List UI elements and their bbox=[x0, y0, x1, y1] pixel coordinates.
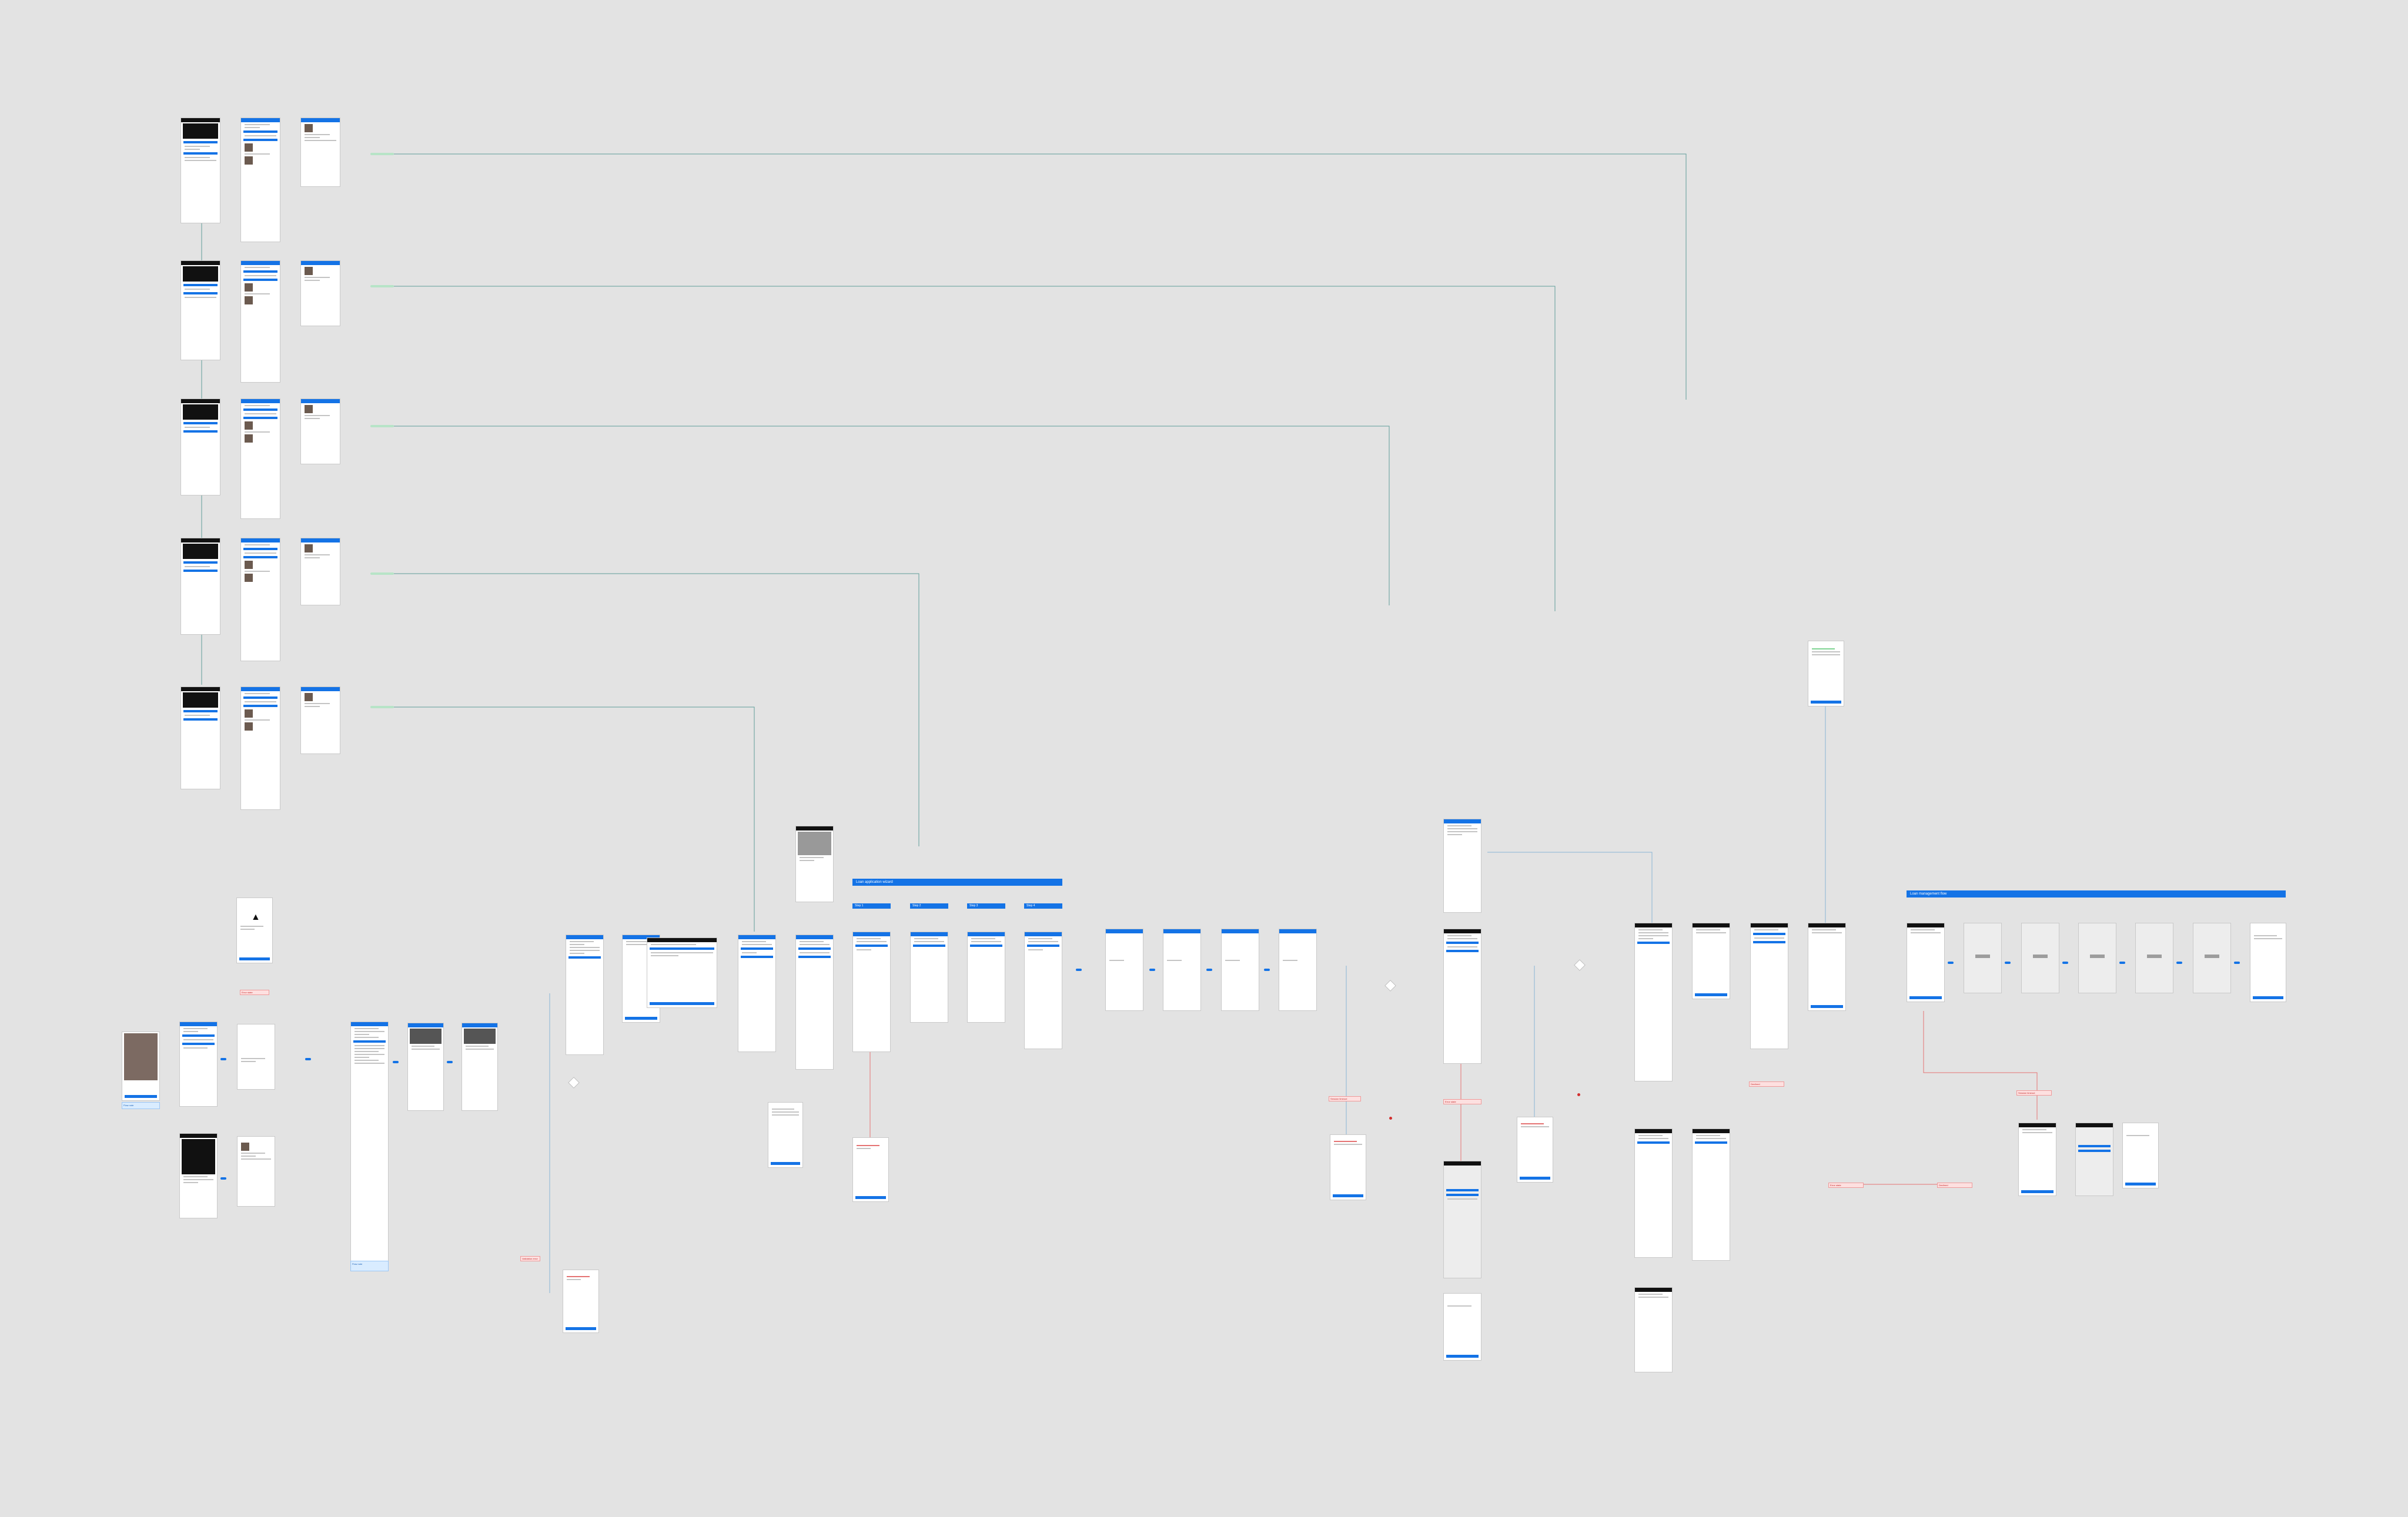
mobile-screen bbox=[180, 398, 220, 495]
error-note: Validation error bbox=[520, 1256, 540, 1261]
wizard-screen bbox=[1024, 932, 1062, 1049]
error-note: Error state bbox=[1828, 1183, 1864, 1188]
modal-screen bbox=[2075, 1123, 2113, 1196]
mobile-screen bbox=[1808, 641, 1844, 706]
mobile-screen bbox=[240, 538, 280, 661]
step-title: Step 1 bbox=[852, 903, 891, 909]
mobile-screen bbox=[240, 398, 280, 519]
flow-arrow bbox=[1264, 969, 1270, 971]
mobile-screen bbox=[180, 260, 220, 360]
mobile-screen bbox=[240, 118, 280, 242]
flow-arrow bbox=[305, 1058, 311, 1060]
mobile-screen bbox=[237, 1136, 275, 1207]
wizard-screen bbox=[910, 932, 948, 1023]
section-banner: Loan management flow bbox=[1907, 890, 2286, 898]
loading-screen bbox=[2078, 923, 2116, 993]
error-note: Error state bbox=[240, 990, 269, 995]
loan-screen bbox=[1634, 923, 1673, 1081]
status-dot bbox=[1389, 1117, 1392, 1120]
flow-note: Flow note bbox=[122, 1102, 160, 1109]
mobile-screen bbox=[240, 260, 280, 383]
mobile-screen bbox=[461, 1023, 498, 1111]
flow-arrow bbox=[2005, 962, 2011, 964]
step-title: Step 3 bbox=[967, 903, 1005, 909]
connector-line bbox=[370, 286, 1555, 611]
mobile-screen bbox=[795, 935, 834, 1070]
loading-screen bbox=[2021, 923, 2059, 993]
loan-screen bbox=[1692, 923, 1730, 999]
loan-screen bbox=[1634, 1128, 1673, 1258]
mobile-screen bbox=[1443, 1293, 1481, 1361]
connector-tag bbox=[370, 285, 394, 287]
connector-line bbox=[1924, 1011, 2037, 1120]
alert-screen bbox=[236, 898, 273, 963]
flow-arrow bbox=[220, 1177, 226, 1180]
flow-arrow bbox=[220, 1058, 226, 1060]
mobile-screen bbox=[300, 538, 340, 605]
step-title: Step 4 bbox=[1024, 903, 1062, 909]
loading-screen bbox=[1105, 929, 1143, 1011]
mobile-screen bbox=[2122, 1123, 2159, 1188]
mobile-screen bbox=[407, 1023, 444, 1111]
error-screen bbox=[563, 1270, 599, 1333]
dashboard-screen bbox=[647, 937, 717, 1008]
mobile-screen bbox=[300, 118, 340, 187]
error-screen bbox=[1330, 1134, 1366, 1200]
mobile-screen bbox=[180, 686, 220, 789]
mobile-screen bbox=[1443, 819, 1481, 913]
status-dot bbox=[1577, 1093, 1580, 1096]
flow-arrow bbox=[1206, 969, 1212, 971]
mobile-screen bbox=[300, 260, 340, 326]
flow-arrow bbox=[2234, 962, 2240, 964]
mobile-screen bbox=[180, 538, 220, 635]
loading-screen bbox=[1163, 929, 1201, 1011]
mobile-screen bbox=[566, 935, 604, 1055]
wizard-screen bbox=[967, 932, 1005, 1023]
connector-tag bbox=[370, 572, 394, 575]
flow-arrow bbox=[2062, 962, 2068, 964]
loading-screen bbox=[1279, 929, 1317, 1011]
error-note: Session timeout bbox=[1329, 1096, 1361, 1101]
error-note: Error state bbox=[1443, 1099, 1481, 1104]
error-note: Session timeout bbox=[2016, 1090, 2052, 1096]
mobile-screen bbox=[300, 398, 340, 464]
step-title: Step 2 bbox=[910, 903, 948, 909]
terms-screen bbox=[350, 1022, 389, 1268]
loan-screen bbox=[2018, 1123, 2056, 1196]
loan-screen bbox=[1907, 923, 1945, 1002]
section-banner: Loan application wizard bbox=[852, 879, 1062, 886]
flow-arrow bbox=[1948, 962, 1954, 964]
loading-screen bbox=[2135, 923, 2173, 993]
flow-arrow bbox=[393, 1061, 399, 1063]
mobile-screen bbox=[237, 1024, 275, 1090]
welcome-screen bbox=[122, 1032, 160, 1101]
flow-arrow bbox=[2176, 962, 2182, 964]
error-note: Declined bbox=[1749, 1081, 1784, 1087]
connector-tag bbox=[370, 153, 394, 155]
wizard-screen bbox=[852, 932, 891, 1052]
loading-screen bbox=[2193, 923, 2231, 993]
flow-arrow bbox=[447, 1061, 453, 1063]
mobile-screen bbox=[180, 118, 220, 223]
loan-screen bbox=[1692, 1128, 1730, 1261]
mobile-screen bbox=[179, 1022, 218, 1107]
error-screen bbox=[1517, 1117, 1553, 1183]
loan-screen bbox=[1634, 1287, 1673, 1372]
flow-arrow bbox=[2119, 962, 2125, 964]
error-screen bbox=[852, 1137, 889, 1202]
loan-screen bbox=[1750, 923, 1788, 1049]
mobile-screen bbox=[240, 686, 280, 810]
connector-line bbox=[1487, 852, 1652, 923]
loan-screen bbox=[1808, 923, 1846, 1011]
error-note: Declined bbox=[1937, 1183, 1972, 1188]
loading-screen bbox=[1221, 929, 1259, 1011]
flow-arrow bbox=[1076, 969, 1082, 971]
loading-screen bbox=[1964, 923, 2002, 993]
connector-line bbox=[370, 574, 919, 846]
connector-line bbox=[370, 707, 754, 932]
menu-screen bbox=[179, 1133, 218, 1218]
mobile-screen bbox=[300, 686, 340, 754]
modal-screen bbox=[1443, 1161, 1481, 1278]
connector-tag bbox=[370, 706, 394, 708]
flow-note: Flow note bbox=[350, 1261, 389, 1271]
connector-tag bbox=[370, 425, 394, 427]
connector-line bbox=[370, 154, 1686, 400]
mobile-screen bbox=[795, 826, 834, 902]
flow-arrow bbox=[1149, 969, 1155, 971]
mobile-screen bbox=[1443, 929, 1481, 1064]
mobile-screen bbox=[738, 935, 776, 1052]
warning-triangle-icon: ▲ bbox=[251, 912, 260, 922]
connector-line bbox=[370, 426, 1389, 605]
mobile-screen bbox=[2250, 923, 2286, 1002]
document-screen bbox=[768, 1102, 803, 1168]
